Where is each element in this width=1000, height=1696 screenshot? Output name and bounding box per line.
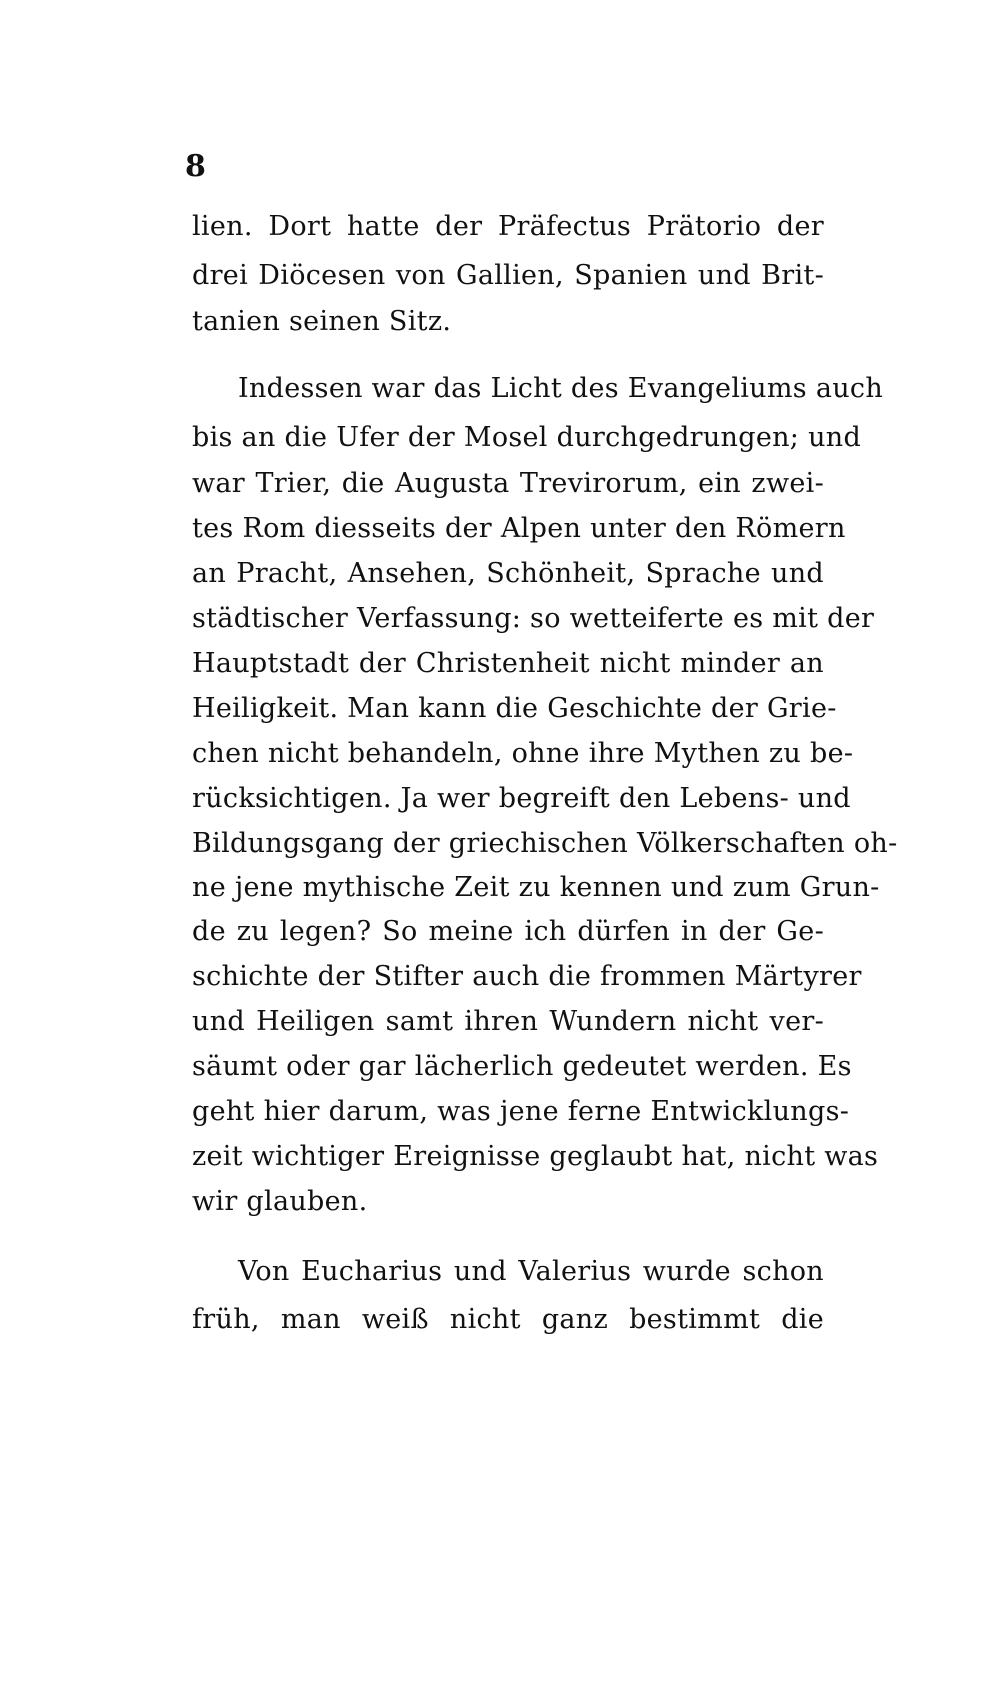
text-line: Hauptstadt der Christenheit nicht minder an xyxy=(192,648,824,679)
page-number: 8 xyxy=(185,149,206,184)
text-line: Bildungsgang der griechischen Völkerschaften oh- xyxy=(192,828,898,859)
text-line: de zu legen? So meine ich dürfen in der Ge- xyxy=(192,916,824,947)
text-line: säumt oder gar lächerlich gedeutet werden. Es xyxy=(192,1051,852,1082)
text-line: schichte der Stifter auch die frommen Märtyrer xyxy=(192,961,862,992)
text-line: chen nicht behandeln, ohne ihre Mythen zu be- xyxy=(192,738,854,769)
text-line: ne jene mythische Zeit zu kennen und zum Grun- xyxy=(192,872,880,903)
text-line: war Trier, die Augusta Trevirorum, ein zwei- xyxy=(192,468,824,499)
text-line: lien. Dort hatte der Präfectus Prätorio der xyxy=(192,211,824,242)
text-line: geht hier darum, was jene ferne Entwicklungs- xyxy=(192,1096,850,1127)
text-line: Indessen war das Licht des Evangeliums auch xyxy=(238,373,884,404)
text-line: rücksichtigen. Ja wer begreift den Lebens- und xyxy=(192,783,851,814)
text-line: an Pracht, Ansehen, Schönheit, Sprache und xyxy=(192,558,824,589)
text-line: bis an die Ufer der Mosel durchgedrungen; und xyxy=(192,422,862,453)
text-line: früh, man weiß nicht ganz bestimmt die xyxy=(192,1304,824,1335)
text-line: drei Diöcesen von Gallien, Spanien und Brit- xyxy=(192,260,824,291)
text-line: zeit wichtiger Ereignisse geglaubt hat, nicht was xyxy=(192,1141,879,1172)
text-line: städtischer Verfassung: so wetteiferte es mit der xyxy=(192,603,875,634)
text-line: Von Eucharius und Valerius wurde schon xyxy=(238,1256,824,1287)
text-line: tes Rom diesseits der Alpen unter den Römern xyxy=(192,513,846,544)
text-line: und Heiligen samt ihren Wundern nicht ver- xyxy=(192,1006,824,1037)
text-line: tanien seinen Sitz. xyxy=(192,306,452,337)
text-line: wir glauben. xyxy=(192,1186,368,1217)
text-line: Heiligkeit. Man kann die Geschichte der Grie- xyxy=(192,693,837,724)
